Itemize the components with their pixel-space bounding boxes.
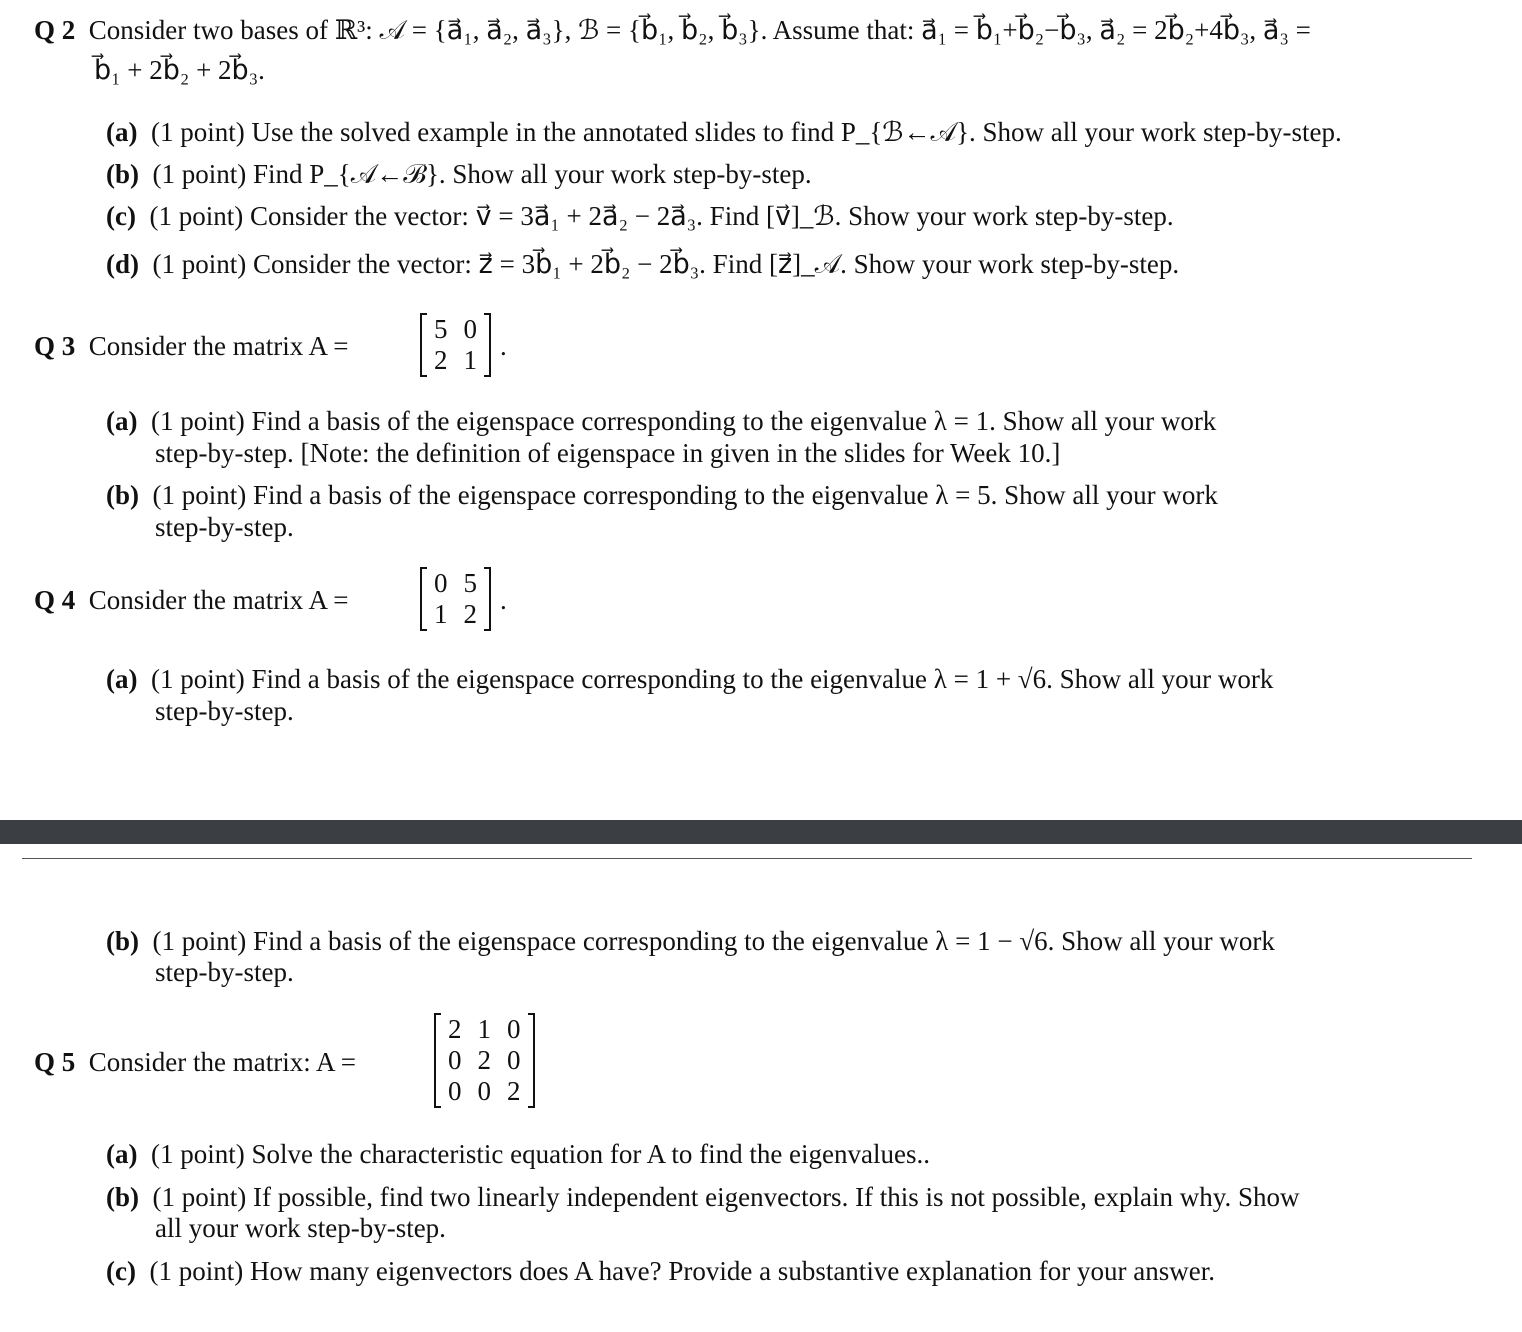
- q2-part-a-text: (1 point) Use the solved example in the annotated slides to find P_{ℬ←𝒜}. Show all your work step-by-step.: [150, 117, 1342, 147]
- q2-part-b: [106, 158, 812, 190]
- q2-part-b-text: (1 point) Find P_{𝒜←ℬ}. Show all your work step-by-step.: [152, 159, 812, 189]
- q4-matrix-cell: 0: [434, 568, 448, 598]
- q5-part-a-line1: (1 point) Solve the characteristic equation for A to find the eigenvalues..: [150, 1139, 931, 1169]
- q5-part-c: [106, 1255, 1215, 1287]
- q4-part-a: [106, 663, 1273, 695]
- q2-part-c-label: (c): [106, 201, 136, 231]
- q5-label: Q 5: [34, 1047, 76, 1077]
- q4-header: [34, 584, 348, 616]
- q4-part-a-label: (a): [106, 664, 138, 694]
- q3-matrix-cell: 0: [463, 314, 477, 344]
- q4-period: .: [500, 585, 507, 615]
- q4-part-b-line2: step-by-step.: [155, 957, 294, 987]
- q2-part-a-label: (a): [106, 117, 138, 147]
- q2-intro-line2: b⃗₁ + 2b⃗₂ + 2b⃗₃.: [94, 55, 265, 85]
- q4-matrix-cell: 1: [434, 599, 448, 629]
- q3-header: [34, 330, 348, 362]
- q3-intro: Consider the matrix A =: [88, 331, 349, 361]
- q5-header: [34, 1046, 356, 1078]
- q5-part-a: [106, 1138, 930, 1170]
- q2-part-a: [106, 116, 1342, 148]
- q5-matrix-cell: 0: [448, 1045, 462, 1075]
- q5-part-a-label: (a): [106, 1139, 138, 1169]
- q3-part-a-line2: step-by-step. [Note: the definition of eigenspace in given in the slides for Week 10.]: [155, 438, 1061, 468]
- q2-part-d-text: (1 point) Consider the vector: z⃗ = 3b⃗₁ + 2b⃗₂ − 2b⃗₃. Find [z⃗]_𝒜. Show your work step-by-step.: [152, 249, 1180, 279]
- q2-part-b-label: (b): [106, 159, 139, 189]
- q2-part-d-label: (d): [106, 249, 139, 279]
- q4-label: Q 4: [34, 585, 76, 615]
- q2-part-d: [106, 248, 1179, 280]
- q3-part-a-line1: (1 point) Find a basis of the eigenspace corresponding to the eigenvalue λ = 1. Show all your work: [150, 406, 1217, 436]
- q2-intro-line1: Consider two bases of ℝ³: 𝒜 = {a⃗₁, a⃗₂, a⃗₃}, ℬ = {b⃗₁, b⃗₂, b⃗₃}. Assume that: a⃗₁ = b⃗₁+b⃗₂−b⃗₃, a⃗₂ = 2b⃗₂+4b⃗₃, a⃗₃ =: [88, 15, 1311, 45]
- q2-part-c-text: (1 point) Consider the vector: v⃗ = 3a⃗₁ + 2a⃗₂ − 2a⃗₃. Find [v⃗]_ℬ. Show your work step-by-step.: [149, 201, 1174, 231]
- q3-matrix-cell: 2: [434, 345, 448, 375]
- q5-intro: Consider the matrix: A =: [88, 1047, 356, 1077]
- q5-matrix-cell: 0: [507, 1045, 521, 1075]
- q4-part-b-label: (b): [106, 926, 139, 956]
- q5-part-b-label: (b): [106, 1182, 139, 1212]
- q4-matrix-cell: 5: [463, 568, 477, 598]
- q5-part-c-label: (c): [106, 1256, 136, 1286]
- q5-matrix-cell: 0: [448, 1076, 462, 1106]
- q3-period: .: [500, 331, 507, 361]
- q4-part-a-line2: step-by-step.: [155, 696, 294, 726]
- q5-part-b: [106, 1181, 1300, 1213]
- q5-matrix: [434, 1014, 535, 1107]
- q4-matrix: [420, 568, 491, 630]
- q4-part-b-line1: (1 point) Find a basis of the eigenspace corresponding to the eigenvalue λ = 1 − √6. Show all your work: [152, 926, 1275, 956]
- q2-header: [34, 14, 1311, 46]
- q3-matrix-cell: 1: [463, 345, 477, 375]
- q5-matrix-cell: 2: [507, 1076, 521, 1106]
- q5-matrix-cell: 1: [477, 1014, 491, 1044]
- page-break-bar: [0, 820, 1522, 844]
- q2-label: Q 2: [34, 15, 76, 45]
- q4-part-b: [106, 925, 1275, 957]
- q3-matrix-cell: 5: [434, 314, 448, 344]
- q4-part-a-line1: (1 point) Find a basis of the eigenspace corresponding to the eigenvalue λ = 1 + √6. Show all your work: [150, 664, 1274, 694]
- q3-part-b-line2: step-by-step.: [155, 512, 294, 542]
- q5-matrix-cell: 0: [507, 1014, 521, 1044]
- q5-part-b-line1: (1 point) If possible, find two linearly independent eigenvectors. If this is not possible, explain why. Show: [152, 1182, 1300, 1212]
- q5-matrix-cell: 2: [448, 1014, 462, 1044]
- q5-part-c-line1: (1 point) How many eigenvectors does A have? Provide a substantive explanation for your answer.: [149, 1256, 1215, 1286]
- q5-matrix-cell: 2: [477, 1045, 491, 1075]
- q3-part-b-line1: (1 point) Find a basis of the eigenspace corresponding to the eigenvalue λ = 5. Show all your work: [152, 480, 1218, 510]
- q5-part-b-line2: all your work step-by-step.: [155, 1213, 446, 1243]
- q3-part-b-label: (b): [106, 480, 139, 510]
- q4-matrix-cell: 2: [463, 599, 477, 629]
- q3-part-b: [106, 479, 1218, 511]
- q3-matrix: [420, 314, 491, 376]
- q3-part-a-label: (a): [106, 406, 138, 436]
- page-divider-line: [22, 858, 1472, 859]
- q4-intro: Consider the matrix A =: [88, 585, 349, 615]
- q3-part-a: [106, 405, 1216, 437]
- q5-matrix-cell: 0: [477, 1076, 491, 1106]
- q2-part-c: [106, 200, 1174, 232]
- q3-label: Q 3: [34, 331, 76, 361]
